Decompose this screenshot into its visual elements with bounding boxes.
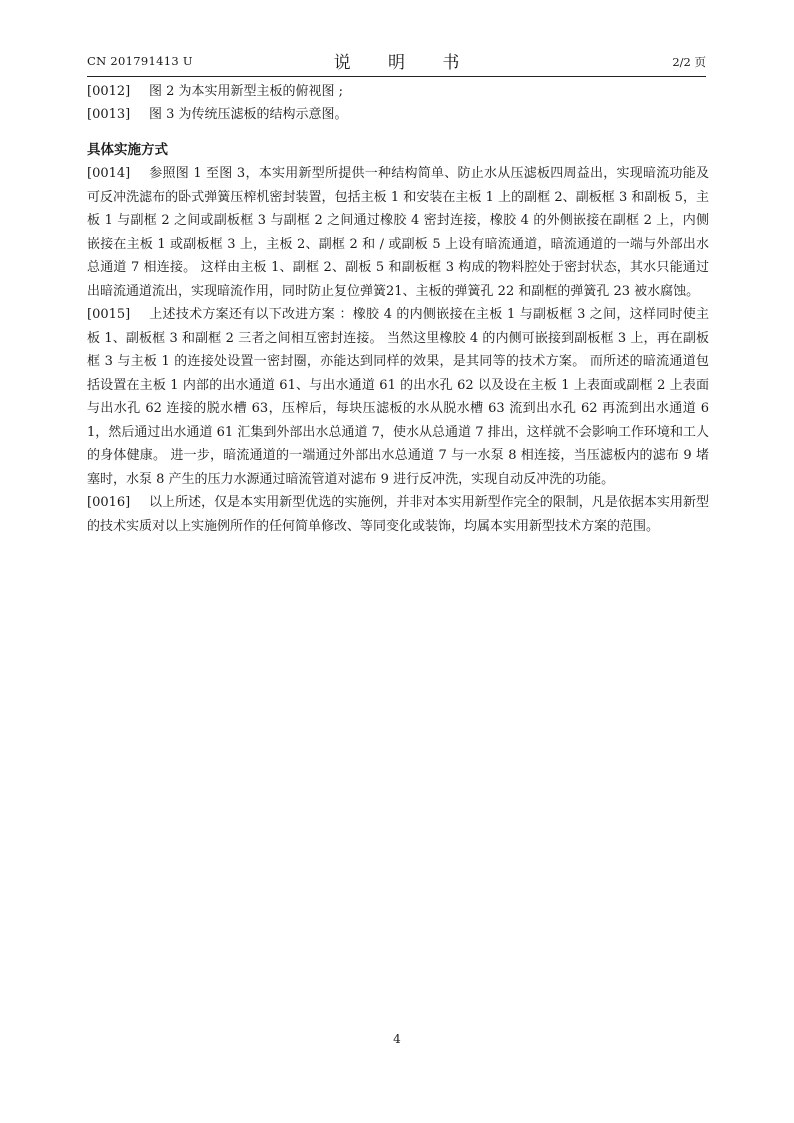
paragraph [87,162,709,303]
paragraph-number: [0012] [87,84,131,99]
header-divider [87,76,706,77]
document-title: 说 明 书 [333,53,476,73]
paragraph-number: [0013] [87,107,131,122]
figure-description [87,80,709,103]
figure-description [87,103,709,126]
paragraph-text: 上述技术方案还有以下改进方案 ：橡胶 4 的内侧嵌接在主板 1 与副板框 3 之间，这样同时使主板 1、副板框 3 和副框 2 三者之间相互密封连接。 当然这里橡胶 4 的内侧可嵌接到副板框 3 上，再在副板框 3 与主板 1 的连接处设置一密封圈，亦能达到同样的效果，是其同等的技术方案。 而所述的暗流通道包括设置在主板 1 内部的出水通道 61、与出水通道 61 的出水孔 62 以及设在主板 1 上表面或副框 2 上表面与出水孔 62 连接的脱水槽 63，压榨后，每块压滤板的水从脱水槽 63 流到出水孔 62 再流到出水通道 61，然后通过出水通道 61 汇集到外部出水总通道 7，使水从总通道 7 排出，这样就不会影响工作环境和工人的身体健康。 进一步，暗流通道的一端通过外部出水总通道 7 与一水泵 8 相连接，当压滤板内的滤布 9 堵塞时，水泵 8 产生的压力水源通过暗流管道对滤布 9 进行反冲洗，实现自动反冲洗的功能。 [87,307,709,487]
paragraph-number: [0016] [87,495,131,510]
document-body [87,80,709,538]
page-of-total: 2/2 页 [672,55,706,69]
paragraph-text: 图 2 为本实用新型主板的俯视图 ; [149,84,344,99]
paragraph-number: [0015] [87,307,131,322]
page-header [87,48,706,74]
paragraph [87,303,709,491]
section-heading: 具体实施方式 [87,142,168,158]
page-number: 4 [393,1032,401,1046]
paragraph-text: 图 3 为传统压滤板的结构示意图。 [149,107,348,122]
paragraph-text: 参照图 1 至图 3，本实用新型所提供一种结构简单、防止水从压滤板四周益出，实现暗流功能及可反冲洗滤布的卧式弹簧压榨机密封装置，包括主板 1 和安装在主板 1 上的副框 2、副板框 3 和副板 5，主板 1 与副框 2 之间或副板框 3 与副框 2 之间通过橡胶 4 密封连接，橡胶 4 的外侧嵌接在副框 2 上，内侧嵌接在主板 1 或副板框 3 上，主板 2、副框 2 和 / 或副板 5 上设有暗流通道，暗流通道的一端与外部出水总通道 7 相连接。 这样由主板 1、副框 2、副板 5 和副板框 3 构成的物料腔处于密封状态，其水只能通过出暗流通道流出，实现暗流作用，同时防止复位弹簧21、主板的弹簧孔 22 和副框的弹簧孔 23 被水腐蚀。 [87,166,709,299]
paragraph-text: 以上所述，仅是本实用新型优选的实施例，并非对本实用新型作完全的限制，凡是依据本实用新型的技术实质对以上实施例所作的任何简单修改、等同变化或装饰，均属本实用新型技术方案的范围。 [87,495,709,534]
paragraph-number: [0014] [87,166,131,181]
paragraph [87,491,709,538]
patent-number: CN 201791413 U [87,54,193,68]
